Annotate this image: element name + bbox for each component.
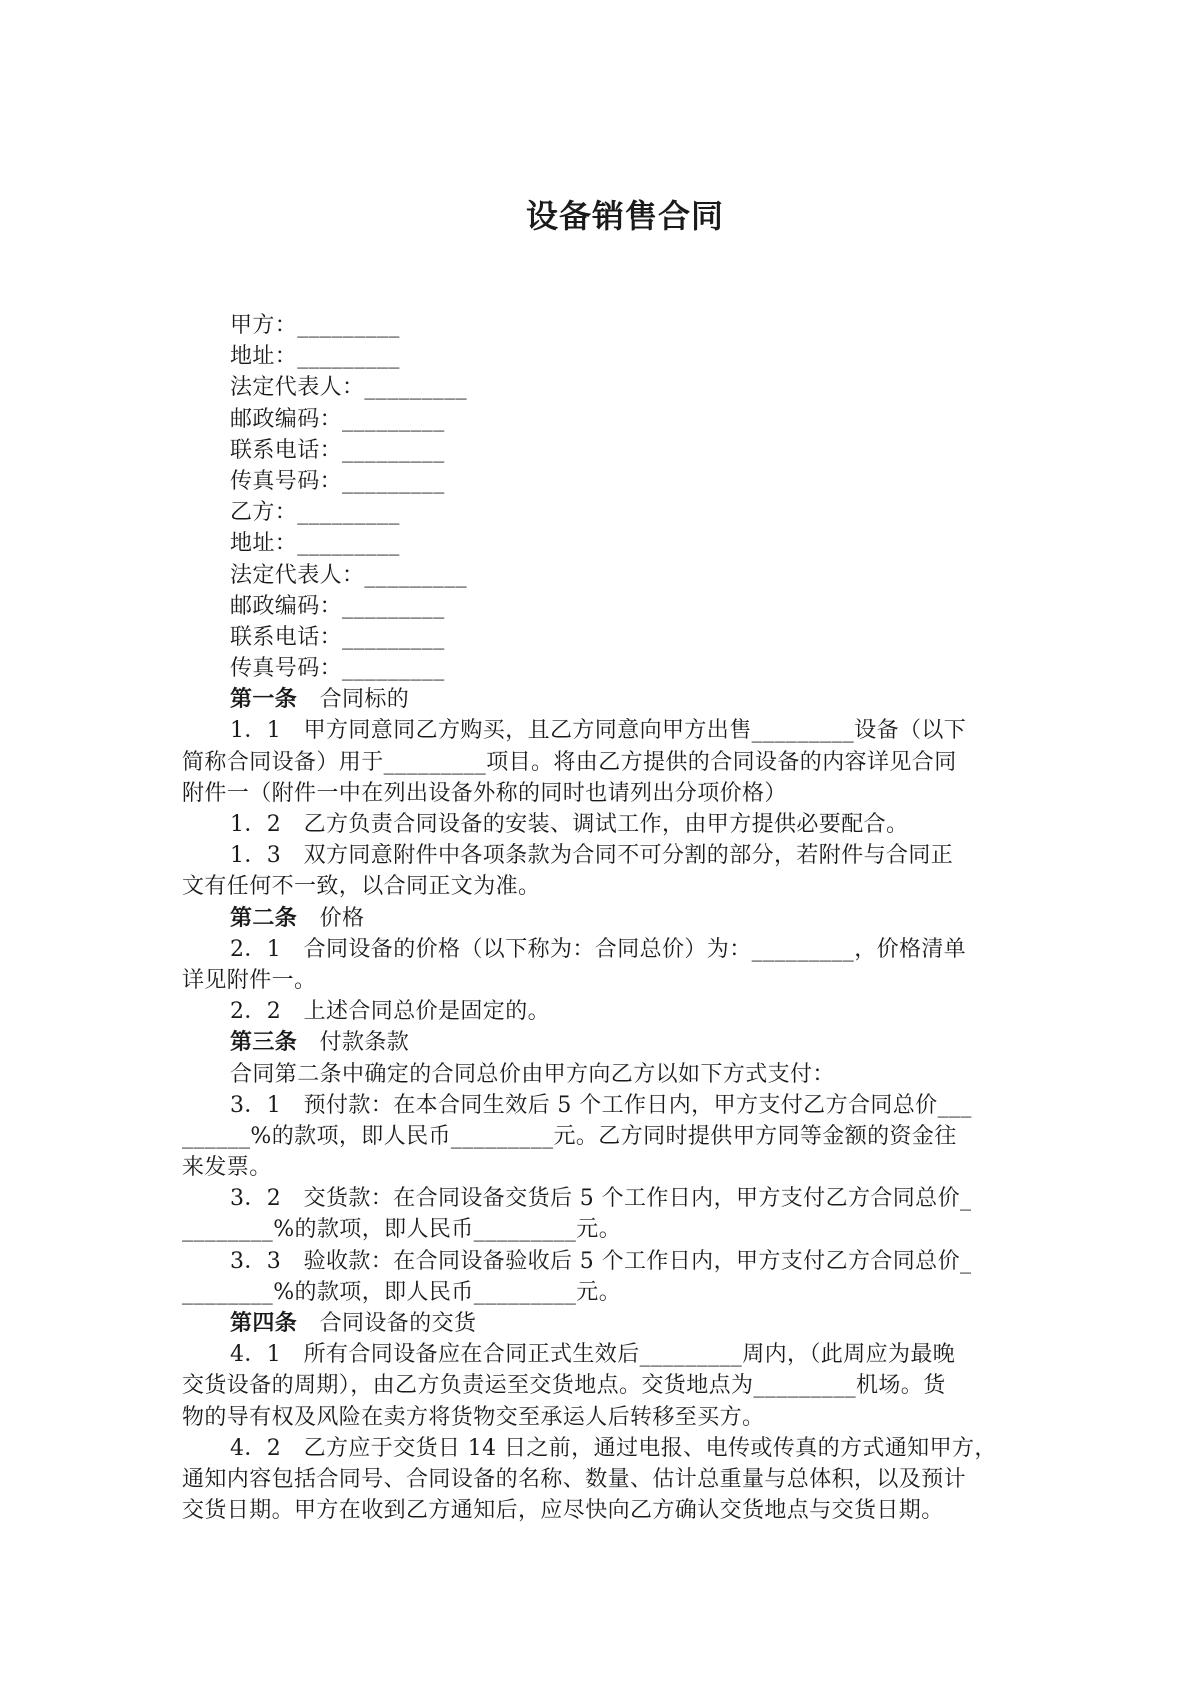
line-text: 合同标的: [297, 687, 410, 713]
line-text: 邮政编码：_________: [230, 406, 445, 432]
line-party-a-legal-rep: [182, 372, 1020, 403]
line-text: ________%的款项，即人民币_________元。: [182, 1279, 622, 1305]
line-text: ________%的款项，即人民币_________元。: [182, 1217, 622, 1243]
line-clause-4-1-b: [182, 1370, 1020, 1401]
line-text: 价格: [297, 905, 365, 931]
line-text: 2．1 合同设备的价格（以下称为：合同总价）为：_________，价格清单: [230, 936, 967, 962]
line-clause-4-2-a: [182, 1433, 1020, 1464]
line-clause-4-1-a: [182, 1339, 1020, 1370]
line-party-b: [182, 497, 1020, 528]
line-clause-3-2-b: [182, 1214, 1020, 1245]
line-clause-1-1-b: [182, 747, 1020, 778]
line-text: 交货设备的周期），由乙方负责运至交货地点。交货地点为_________机场。货: [182, 1373, 946, 1399]
line-article-3: [182, 1027, 1020, 1058]
line-text: 法定代表人：_________: [230, 375, 468, 401]
line-clause-1-1-c: [182, 778, 1020, 809]
line-text: 3．1 预付款：在本合同生效后 5 个工作日内，甲方支付乙方合同总价___: [230, 1092, 972, 1118]
line-text: 合同第二条中确定的合同总价由甲方向乙方以如下方式支付：: [230, 1061, 835, 1087]
line-text: 传真号码：_________: [230, 656, 445, 682]
line-party-b-phone: [182, 622, 1020, 653]
line-text: ______%的款项，即人民币_________元。乙方同时提供甲方同等金额的资金往: [182, 1123, 957, 1149]
line-text: 乙方：_________: [230, 500, 400, 526]
line-text: 法定代表人：_________: [230, 562, 468, 588]
line-text: 1．3 双方同意附件中各项条款为合同不可分割的部分，若附件与合同正: [230, 843, 954, 869]
line-party-a-fax: [182, 466, 1020, 497]
line-clause-3-3-a: [182, 1246, 1020, 1277]
line-text: 详见附件一。: [182, 967, 317, 993]
line-party-a-postcode: [182, 404, 1020, 435]
line-text: 文有任何不一致，以合同正文为准。: [182, 874, 541, 900]
line-clause-2-1-b: [182, 965, 1020, 996]
line-clause-4-2-c: [182, 1495, 1020, 1526]
line-clause-3-3-b: [182, 1277, 1020, 1308]
line-text: 传真号码：_________: [230, 468, 445, 494]
document-title: 设备销售合同: [525, 197, 724, 235]
article-heading: 第一条: [230, 687, 298, 713]
line-text: 2．2 上述合同总价是固定的。: [230, 999, 550, 1025]
line-party-b-fax: [182, 653, 1020, 684]
line-party-b-postcode: [182, 591, 1020, 622]
contract-body: [182, 310, 1020, 1526]
line-text: 4．1 所有合同设备应在合同正式生效后_________周内，（此周应为最晚: [230, 1342, 956, 1368]
line-party-a-address: [182, 341, 1020, 372]
line-text: 附件一（附件一中在列出设备外称的同时也请列出分项价格）: [182, 780, 787, 806]
line-clause-1-2: [182, 809, 1020, 840]
line-text: 甲方：_________: [230, 313, 400, 338]
line-article-2: [182, 903, 1020, 934]
line-article-3-intro: [182, 1059, 1020, 1090]
line-text: 1．2 乙方负责合同设备的安装、调试工作，由甲方提供必要配合。: [230, 812, 909, 837]
article-heading: 第四条: [230, 1311, 298, 1336]
line-text: 物的导有权及风险在卖方将货物交至承运人后转移至买方。: [182, 1404, 765, 1430]
line-text: 简称合同设备）用于_________项目。将由乙方提供的合同设备的内容详见合同: [182, 749, 957, 775]
line-text: 合同设备的交货: [297, 1311, 477, 1336]
line-text: 联系电话：_________: [230, 437, 445, 463]
line-clause-2-1-a: [182, 934, 1020, 965]
line-text: 来发票。: [182, 1155, 272, 1181]
line-clause-1-1-a: [182, 715, 1020, 746]
line-clause-3-2-a: [182, 1183, 1020, 1214]
line-text: 联系电话：_________: [230, 624, 445, 650]
line-text: 邮政编码：_________: [230, 593, 445, 619]
line-text: 付款条款: [297, 1030, 410, 1056]
line-party-a-phone: [182, 435, 1020, 466]
line-party-a: [182, 310, 1020, 341]
article-heading: 第二条: [230, 905, 298, 931]
line-clause-1-3-a: [182, 840, 1020, 871]
line-article-1: [182, 684, 1020, 715]
line-clause-3-1-a: [182, 1090, 1020, 1121]
line-party-b-address: [182, 528, 1020, 559]
line-clause-3-1-b: [182, 1121, 1020, 1152]
line-text: 地址：_________: [230, 344, 400, 370]
line-article-4: [182, 1308, 1020, 1339]
line-party-b-legal-rep: [182, 560, 1020, 591]
line-text: 3．2 交货款：在合同设备交货后 5 个工作日内，甲方支付乙方合同总价_: [230, 1186, 972, 1212]
article-heading: 第三条: [230, 1030, 298, 1056]
line-text: 通知内容包括合同号、合同设备的名称、数量、估计总重量与总体积，以及预计: [182, 1466, 967, 1492]
line-text: 交货日期。甲方在收到乙方通知后，应尽快向乙方确认交货地点与交货日期。: [182, 1498, 944, 1524]
line-clause-3-1-c: [182, 1152, 1020, 1183]
line-text: 地址：_________: [230, 531, 400, 557]
line-text: 1．1 甲方同意同乙方购买，且乙方同意向甲方出售_________设备（以下: [230, 718, 967, 744]
line-clause-4-1-c: [182, 1402, 1020, 1433]
line-text: 3．3 验收款：在合同设备验收后 5 个工作日内，甲方支付乙方合同总价_: [230, 1248, 972, 1274]
line-clause-4-2-b: [182, 1464, 1020, 1495]
line-text: 4．2 乙方应于交货日 14 日之前，通过电报、电传或传真的方式通知甲方，: [230, 1435, 997, 1461]
line-clause-1-3-b: [182, 871, 1020, 902]
line-clause-2-2: [182, 996, 1020, 1027]
